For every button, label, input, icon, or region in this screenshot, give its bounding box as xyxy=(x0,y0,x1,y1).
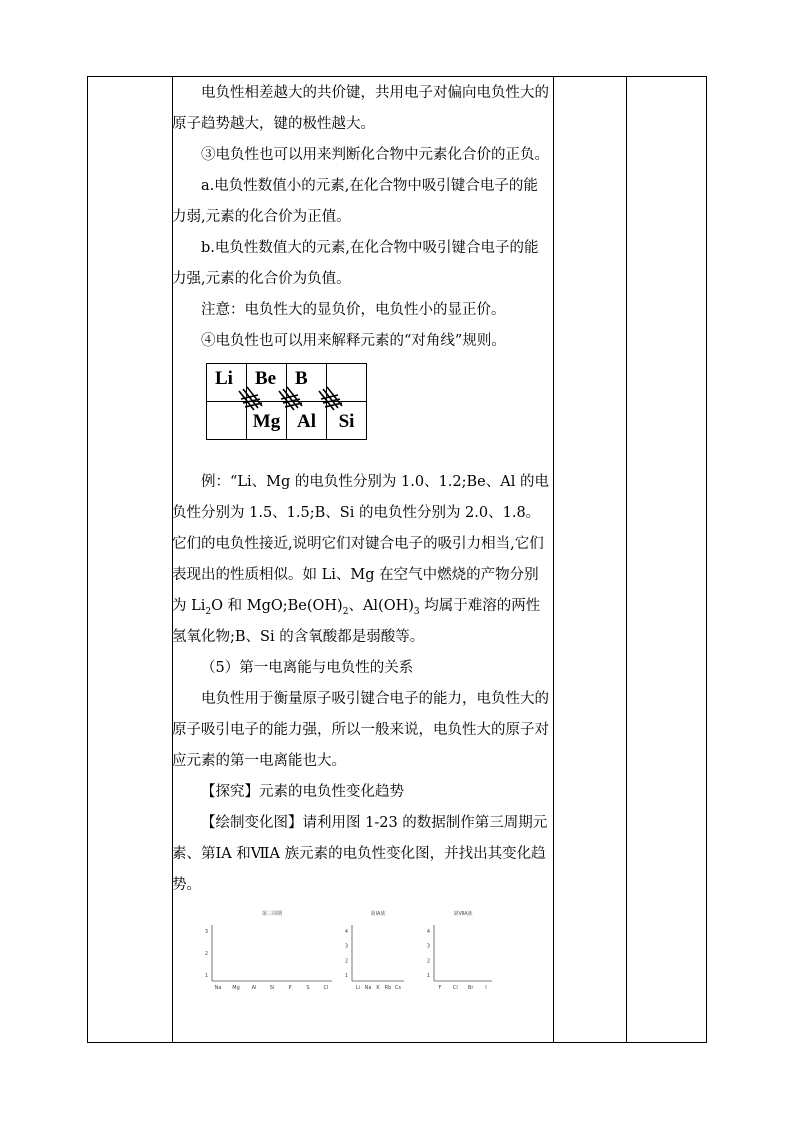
mini-chart-ytick: 1 xyxy=(344,973,348,979)
paragraph-polarity: 电负性相差越大的共价键，共用电子对偏向电负性大的原子趋势越大，键的极性越大。 xyxy=(172,85,549,132)
mini-chart-xtick: Mg xyxy=(232,985,240,991)
mini-chart-xtick: I xyxy=(485,985,487,991)
mini-chart-ytick: 2 xyxy=(344,958,348,965)
mini-chart-xtick: Rb xyxy=(384,985,392,991)
column-divider-2 xyxy=(553,77,554,1042)
grid-cell-mg: Mg xyxy=(247,402,287,440)
mini-chart-xtick: Al xyxy=(251,985,257,991)
example-text-1: 例：“Li、Mg 的电负性分别为 1.0、1.2;Be、Al 的电负性分别为 1.5、1.5;B、Si 的电负性分别为 2.0、1.8。它们的电负性接近,说明它们对键合电子的吸引力相当,它们表现出的性质相似。如 Li、Mg 在空气中燃烧的产物分别为 Li xyxy=(172,474,549,614)
mini-chart-xtick: Cs xyxy=(394,985,402,991)
diagonal-rule-figure xyxy=(206,363,552,455)
explore-heading: 【探究】元素的电负性变化趋势 xyxy=(201,784,404,800)
paragraph-valence: ③电负性也可以用来判断化合物中元素化合价的正负。 xyxy=(201,147,549,163)
explore-task: 【绘制变化图】请利用图 1-23 的数据制作第三周期元素、第ⅠA 和ⅦA 族元素的电负性变化图，并找出其变化趋势。 xyxy=(172,815,548,893)
mini-chart-xtick: K xyxy=(376,985,380,991)
grid-cell-li: Li xyxy=(207,364,247,402)
grid-cell-si: Si xyxy=(327,402,367,440)
mini-chart-title: 第ⅦA族 xyxy=(453,911,473,917)
column-divider-3 xyxy=(626,77,627,1042)
mini-chart-ytick: 3 xyxy=(426,943,430,950)
mini-chart-xtick: Li xyxy=(355,985,361,991)
example-text-2: O 和 MgO;Be(OH) xyxy=(211,598,343,614)
mini-chart-xtick: Cl xyxy=(323,985,329,991)
mini-chart-xtick: Na xyxy=(364,985,372,991)
paragraph-note: 注意：电负性大的显负价，电负性小的显正价。 xyxy=(201,302,506,318)
section-5-body: 电负性用于衡量原子吸引键合电子的能力，电负性大的原子吸引电子的能力强，所以一般来说，电负性大的原子对应元素的第一电离能也大。 xyxy=(172,691,549,769)
mini-chart-title: 第三周期 xyxy=(261,911,283,917)
mini-chart-xtick: Cl xyxy=(452,985,458,991)
section-5-heading: （5）第一电离能与电负性的关系 xyxy=(201,660,414,676)
mini-chart-ytick: 3 xyxy=(344,943,348,950)
mini-chart-3 xyxy=(427,910,492,991)
mini-chart-ytick: 4 xyxy=(344,929,348,935)
paragraph-diagonal: ④电负性也可以用来解释元素的“对角线”规则。 xyxy=(201,333,506,349)
mini-chart-ytick: 1 xyxy=(204,973,208,979)
content-cell xyxy=(172,76,552,1015)
mini-chart-ytick: 4 xyxy=(426,929,430,935)
mini-chart-ytick: 2 xyxy=(426,958,430,965)
mini-chart-ytick: 1 xyxy=(426,973,430,979)
mini-chart-xtick: Br xyxy=(467,985,474,991)
diagonal-mark-b-si xyxy=(319,387,342,410)
example-sub-3: 3 xyxy=(413,606,420,617)
grid-cell-al: Al xyxy=(287,402,327,440)
blank-chart-axes xyxy=(202,905,532,1005)
mini-chart-xtick: Na xyxy=(214,985,222,991)
diagonal-mark-li-mg xyxy=(239,387,262,410)
example-text-3: 、Al(OH) xyxy=(348,598,414,614)
diagonal-arrows xyxy=(206,363,376,443)
electronegativity-charts xyxy=(172,905,552,1015)
example-text-4: 均属于难溶的两性氢氧化物;B、Si 的含氧酸都是弱酸等。 xyxy=(172,598,541,645)
mini-chart-xtick: S xyxy=(306,985,310,991)
mini-chart-ytick: 2 xyxy=(204,951,208,957)
paragraph-rule-a: a.电负性数值小的元素,在化合物中吸引键合电子的能力弱,元素的化合价为正值。 xyxy=(172,178,538,225)
mini-chart-2 xyxy=(345,910,404,991)
example-sub-1: 2 xyxy=(205,606,212,617)
diagonal-mark-be-al xyxy=(279,387,302,410)
mini-chart-ytick: 3 xyxy=(204,929,208,935)
mini-chart-xtick: F xyxy=(438,985,442,991)
grid-cell-be: Be xyxy=(247,364,287,402)
grid-cell-b: B xyxy=(287,364,327,402)
mini-chart-1 xyxy=(205,910,332,991)
paragraph-rule-b: b.电负性数值大的元素,在化合物中吸引键合电子的能力强,元素的化合价为负值。 xyxy=(172,240,539,287)
mini-chart-xtick: P xyxy=(288,985,292,991)
paragraph-example xyxy=(172,467,552,653)
example-sub-2: 2 xyxy=(342,606,349,617)
mini-chart-title: 第ⅠA族 xyxy=(370,911,386,917)
mini-chart-xtick: Si xyxy=(269,985,275,991)
